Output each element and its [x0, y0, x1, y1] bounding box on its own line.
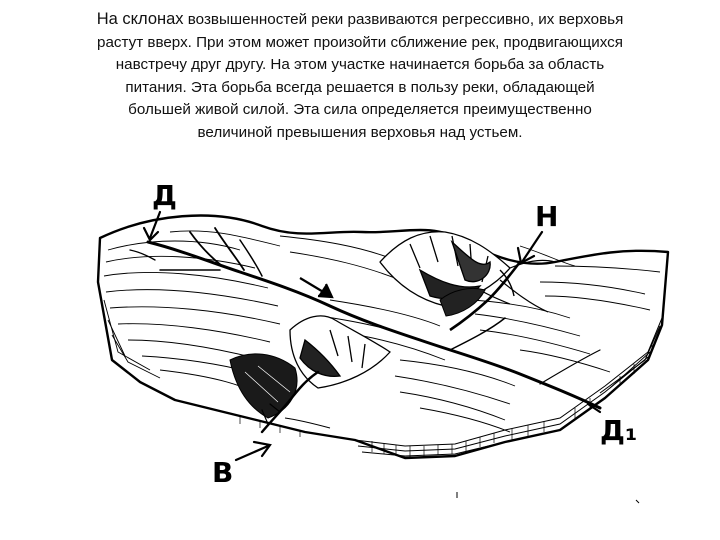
- text-line-5: большей живой силой. Эта сила определяется преимущественно: [128, 101, 592, 118]
- label-arrows: [144, 212, 600, 460]
- text-line-3: навстречу друг другу. На этом участке начинается борьба за область: [115, 56, 605, 73]
- label-n: Н: [535, 200, 559, 233]
- text-line-4: питания. Эта борьба всегда решается в пользу реки, обладающей: [125, 78, 595, 96]
- label-d1: Д₁: [600, 414, 638, 447]
- text-line-1-rest: возвышенностей реки развиваются регрессивно, их верховья: [183, 11, 624, 28]
- description-text: [20, 8, 700, 144]
- text-line-1-lead: На склонах: [96, 10, 184, 28]
- label-v: В: [212, 456, 234, 489]
- ridge-hill-center: [290, 316, 390, 388]
- label-d: Д: [152, 179, 177, 212]
- ridge-hill-north: [380, 232, 510, 306]
- river-capture-block-diagram: [0, 150, 720, 540]
- text-line-6: величиной превышения верховья над устьем.: [197, 123, 523, 141]
- speck-marks: [457, 492, 639, 503]
- main-river: [130, 228, 600, 408]
- text-line-1: [20, 8, 700, 32]
- text-line-2: растут вверх. При этом может произойти сближение рек, продвигающихся: [97, 33, 623, 51]
